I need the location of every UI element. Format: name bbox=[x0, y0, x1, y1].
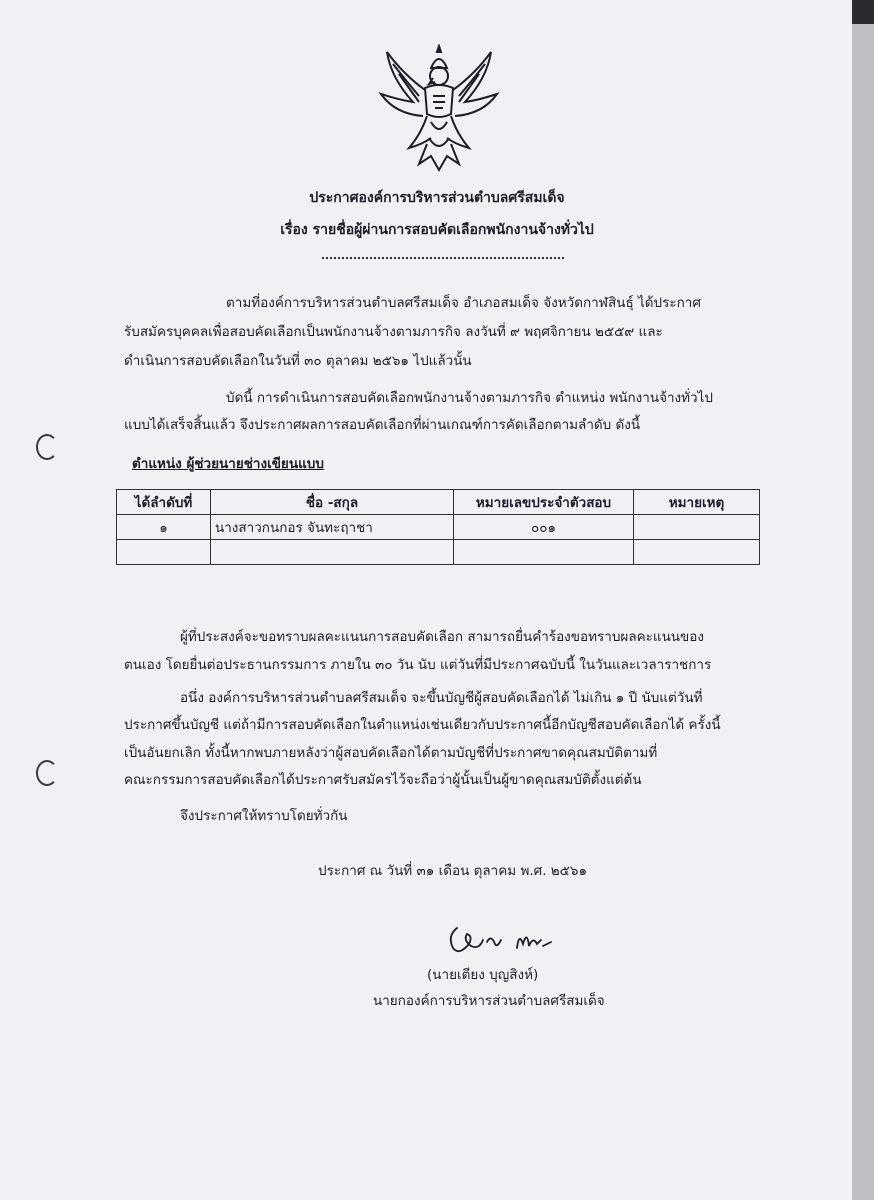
cell-rank bbox=[117, 540, 211, 565]
cell-name: นางสาวกนกอร จันทะฤาชา bbox=[211, 515, 454, 540]
closing-line: จึงประกาศให้ทราบโดยทั่วกัน bbox=[180, 808, 348, 824]
punch-hole-mark bbox=[36, 760, 58, 786]
cell-name bbox=[211, 540, 454, 565]
scan-edge bbox=[852, 0, 874, 1200]
validity-line-3: เป็นอันยกเลิก ทั้งนี้หากพบภายหลังว่าผู้สอบคัดเลือกได้ตามบัญชีที่ประกาศขาดคุณสมบัติตามที่ bbox=[124, 745, 658, 761]
garuda-emblem bbox=[373, 44, 505, 176]
cell-rank: ๑ bbox=[117, 515, 211, 540]
intro-line-2: รับสมัครบุคคลเพื่อสอบคัดเลือกเป็นพนักงานจ้างตามภารกิจ ลงวันที่ ๙ พฤศจิกายน ๒๕๕๙ และ bbox=[124, 324, 663, 340]
announce-line-1: บัดนี้ การดำเนินการสอบคัดเลือกพนักงานจ้างตามภารกิจ ตำแหน่ง พนักงานจ้างทั่วไป bbox=[226, 390, 713, 406]
scan-edge-shadow bbox=[852, 0, 874, 24]
signatory-position: นายกองค์การบริหารส่วนตำบลศรีสมเด็จ bbox=[373, 993, 605, 1009]
header-exam-number: หมายเลขประจำตัวสอบ bbox=[454, 490, 634, 515]
table-row bbox=[117, 515, 760, 540]
intro-line-3: ดำเนินการสอบคัดเลือกในวันที่ ๓๐ ตุลาคม ๒๕๖๑ ไปแล้วนั้น bbox=[124, 353, 472, 369]
title-line-1: ประกาศองค์การบริหารส่วนตำบลศรีสมเด็จ bbox=[309, 190, 565, 206]
cell-exam-number: ๐๐๑ bbox=[454, 515, 634, 540]
title-line-2: เรื่อง รายชื่อผู้ผ่านการสอบคัดเลือกพนักงานจ้างทั่วไป bbox=[280, 222, 594, 238]
cell-note bbox=[634, 540, 760, 565]
signatory-name: (นายเตียง บุญสิงห์) bbox=[427, 967, 539, 983]
title-divider bbox=[322, 257, 564, 259]
announce-line-2: แบบได้เสร็จสิ้นแล้ว จึงประกาศผลการสอบคัดเลือกที่ผ่านเกณฑ์การคัดเลือกตามลำดับ ดังนี้ bbox=[124, 417, 641, 433]
header-note: หมายเหตุ bbox=[634, 490, 760, 515]
score-notice-line-2: ตนเอง โดยยื่นต่อประธานกรรมการ ภายใน ๓๐ วัน นับ แต่วันที่มีประกาศฉบับนี้ ในวันและเวลาราชการ bbox=[124, 657, 712, 673]
validity-line-1: อนึ่ง องค์การบริหารส่วนตำบลศรีสมเด็จ จะขึ้นบัญชีผู้สอบคัดเลือกได้ ไม่เกิน ๑ ปี นับแต่วันที่ bbox=[180, 690, 703, 706]
table-header-row bbox=[117, 490, 760, 515]
table-row bbox=[117, 540, 760, 565]
cell-note bbox=[634, 515, 760, 540]
intro-line-1: ตามที่องค์การบริหารส่วนตำบลศรีสมเด็จ อำเภอสมเด็จ จังหวัดกาฬสินธุ์ ได้ประกาศ bbox=[226, 295, 701, 311]
cell-exam-number bbox=[454, 540, 634, 565]
score-notice-line-1: ผู้ที่ประสงค์จะขอทราบผลคะแนนการสอบคัดเลือก สามารถยื่นคำร้องขอทราบผลคะแนนของ bbox=[180, 629, 704, 645]
punch-hole-mark bbox=[36, 434, 58, 460]
header-rank: ได้ลำดับที่ bbox=[117, 490, 211, 515]
results-table bbox=[116, 489, 760, 565]
header-name: ชื่อ -สกุล bbox=[211, 490, 454, 515]
validity-line-2: ประกาศขึ้นบัญชี แต่ถ้ามีการสอบคัดเลือกในตำแหน่งเช่นเดียวกับประกาศนี้อีกบัญชีสอบคัดเลือกได้ ครั้งนี้ bbox=[124, 717, 721, 733]
date-line: ประกาศ ณ วันที่ ๓๑ เดือน ตุลาคม พ.ศ. ๒๕๖๑ bbox=[318, 863, 588, 879]
validity-line-4: คณะกรรมการสอบคัดเลือกได้ประกาศรับสมัครไว้จะถือว่าผู้นั้นเป็นผู้ขาดคุณสมบัติตั้งแต่ต้น bbox=[124, 772, 642, 788]
position-heading: ตำแหน่ง ผู้ช่วยนายช่างเขียนแบบ bbox=[132, 456, 324, 472]
signature bbox=[443, 922, 573, 962]
